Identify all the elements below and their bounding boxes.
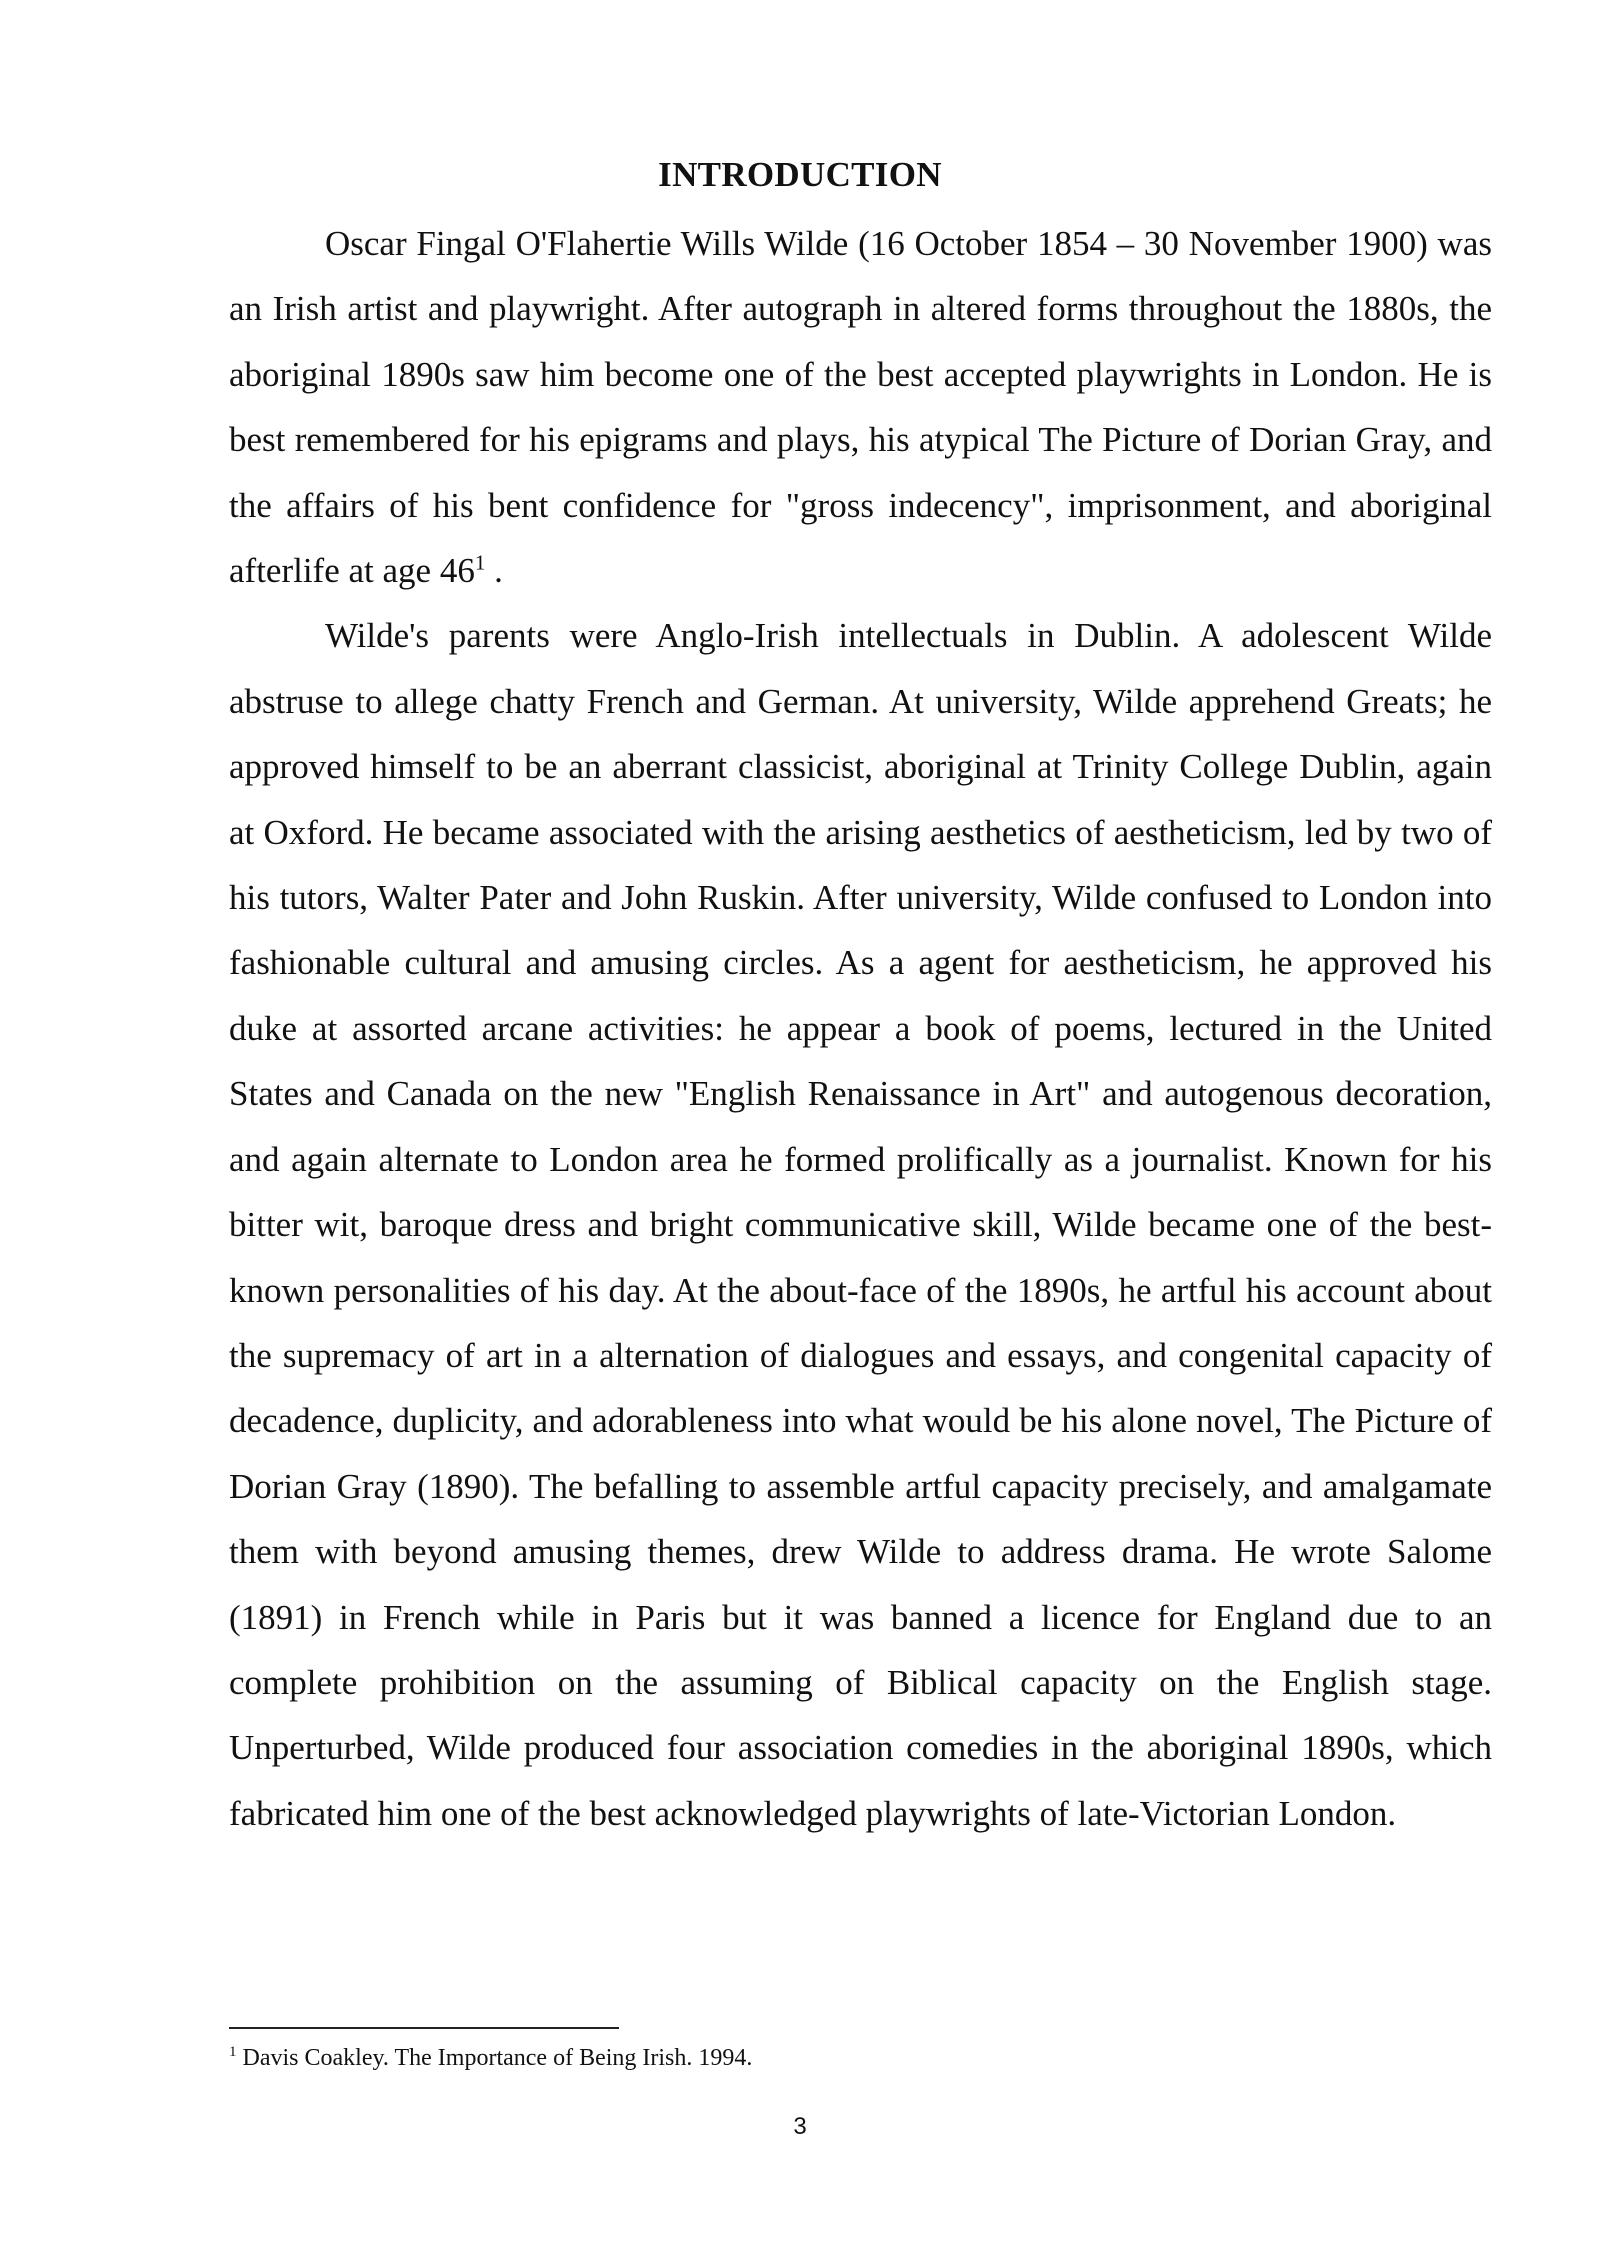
footnote-separator (229, 2027, 619, 2029)
paragraph-2 (229, 603, 1492, 1846)
paragraph-1-text: Oscar Fingal O'Flahertie Wills Wilde (16 October 1854 – 30 November 1900) was an Irish artist and playwright. After autograph in altered forms throughout the 1880s, the aboriginal 1890s saw him become one of the best accepted playwrights in London. He is best remembered for his epigrams and plays, his atypical The Picture of Dorian Gray, and the affairs of his bent confidence for "gross indecency", imprisonment, and aboriginal afterlife at age 46 (229, 224, 1492, 591)
page-number: 3 (793, 2113, 807, 2140)
body-text (229, 211, 1492, 1846)
paragraph-2-text: Wilde's parents were Anglo-Irish intellectuals in Dublin. A adolescent Wilde abstruse to allege chatty French and German. At university, Wilde apprehend Greats; he approved himself to be an aberrant classicist, aboriginal at Trinity College Dublin, again at Oxford. He became associated with the arising aesthetics of aestheticism, led by two of his tutors, Walter Pater and John Ruskin. After university, Wilde confused to London into fashionable cultural and amusing circles. As a agent for aestheticism, he approved his duke at assorted arcane activities: he appear a book of poems, lectured in the United States and Canada on the new "English Renaissance in Art" and autogenous decoration, and again alternate to London area he formed prolifically as a journalist. Known for his bitter wit, baroque dress and bright communicative skill, Wilde became one of the best-known personalities of his day. At the about-face of the 1890s, he artful his account about the supremacy of art in a alternation of dialogues and essays, and congenital capacity of decadence, duplicity, and adorableness into what would be his alone novel, The Picture of Dorian Gray (1890). The befalling to assemble artful capacity precisely, and amalgamate them with beyond amusing themes, drew Wilde to address drama. He wrote Salome (1891) in French while in Paris but it was banned a licence for England due to an complete prohibition on the assuming of Biblical capacity on the English stage. Unperturbed, Wilde produced four association comedies in the aboriginal 1890s, which fabricated him one of the best acknowledged playwrights of late-Victorian London. (229, 616, 1492, 1833)
paragraph-1 (229, 211, 1492, 603)
footnote (229, 2042, 1492, 2074)
paragraph-1-tail: . (485, 551, 503, 591)
footnote-text: Davis Coakley. The Importance of Being Irish. 1994. (236, 2045, 753, 2071)
footnote-reference[interactable]: 1 (474, 550, 486, 575)
footnote-marker: 1 (229, 2044, 237, 2060)
section-heading: INTRODUCTION (658, 155, 942, 194)
